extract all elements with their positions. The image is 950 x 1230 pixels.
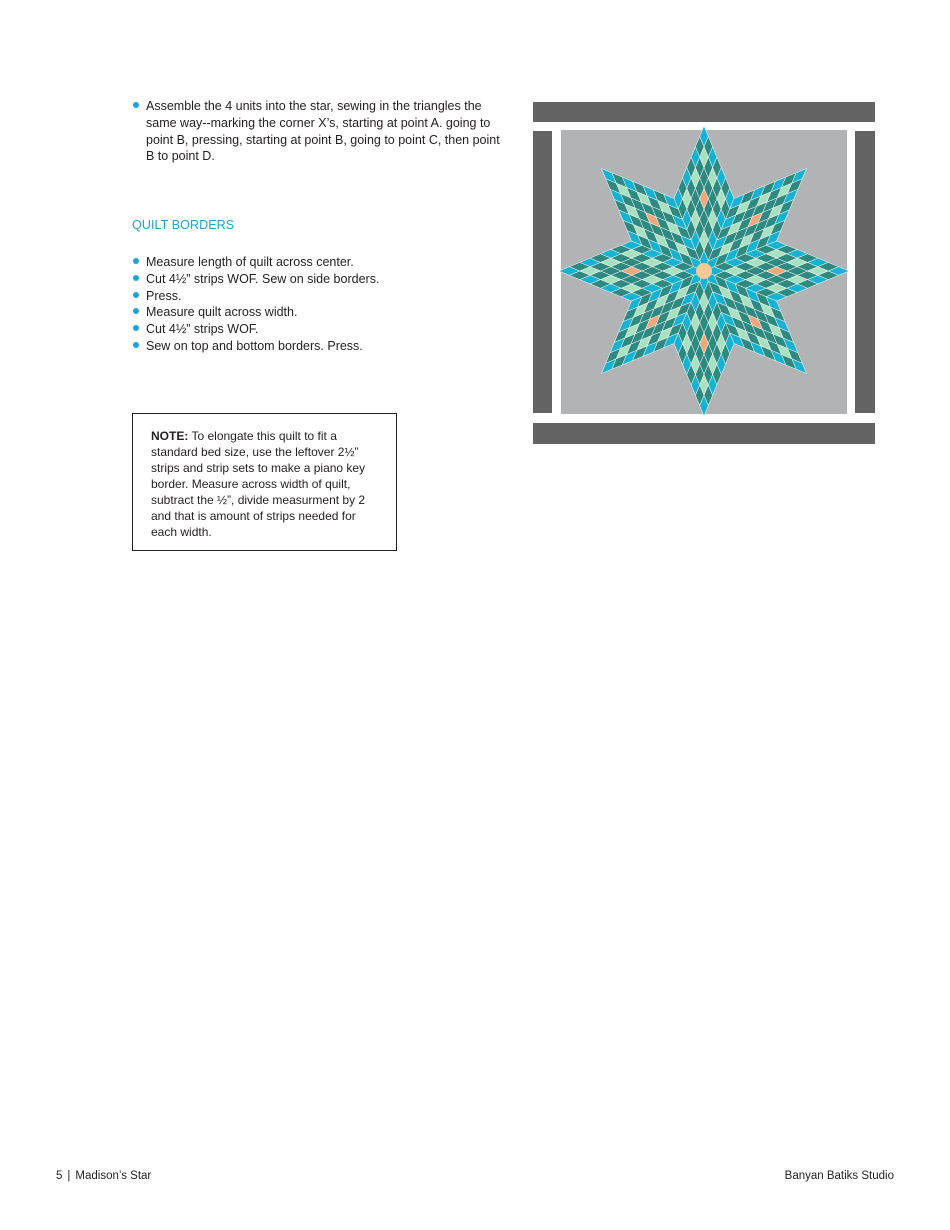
list-item: Cut 4½” strips WOF.: [132, 321, 504, 338]
top-border-strip: [533, 102, 875, 122]
footer-separator: |: [67, 1170, 71, 1182]
list-item: Measure quilt across width.: [132, 304, 504, 321]
quilt-borders-diagram: [533, 102, 875, 444]
note-box: [132, 413, 397, 551]
lone-star-block: [559, 126, 849, 416]
list-item: Sew on top and bottom borders. Press.: [132, 338, 504, 355]
list-item: Assemble the 4 units into the star, sewing in the triangles the same way--marking the corner X’s, starting at point A. going to point B, pressing, starting at point B, going to point C, then point B to point D.: [132, 98, 504, 165]
page-number: 5: [56, 1170, 63, 1182]
quilt-borders-list: [132, 254, 504, 355]
list-item: Measure length of quilt across center.: [132, 254, 504, 271]
star-center: [696, 263, 712, 279]
bottom-border-strip: [533, 423, 875, 444]
assembly-instructions: [132, 98, 504, 165]
section-title-quilt-borders: QUILT BORDERS: [132, 218, 235, 232]
footer-left: [56, 1170, 151, 1182]
left-border-strip: [533, 131, 552, 413]
list-item: Cut 4½” strips WOF. Sew on side borders.: [132, 271, 504, 288]
note-text: To elongate this quilt to fit a standard bed size, use the leftover 2½” strips and strip sets to make a piano key border. Measure across width of quilt, subtract the ½”, divide measurment by 2 and that is amount of strips needed for each width.: [151, 429, 366, 539]
note-label: NOTE:: [151, 429, 189, 443]
studio-name: Banyan Batiks Studio: [784, 1170, 894, 1182]
pattern-name: Madison’s Star: [75, 1170, 152, 1182]
list-item: Press.: [132, 288, 504, 305]
right-border-strip: [855, 131, 875, 413]
